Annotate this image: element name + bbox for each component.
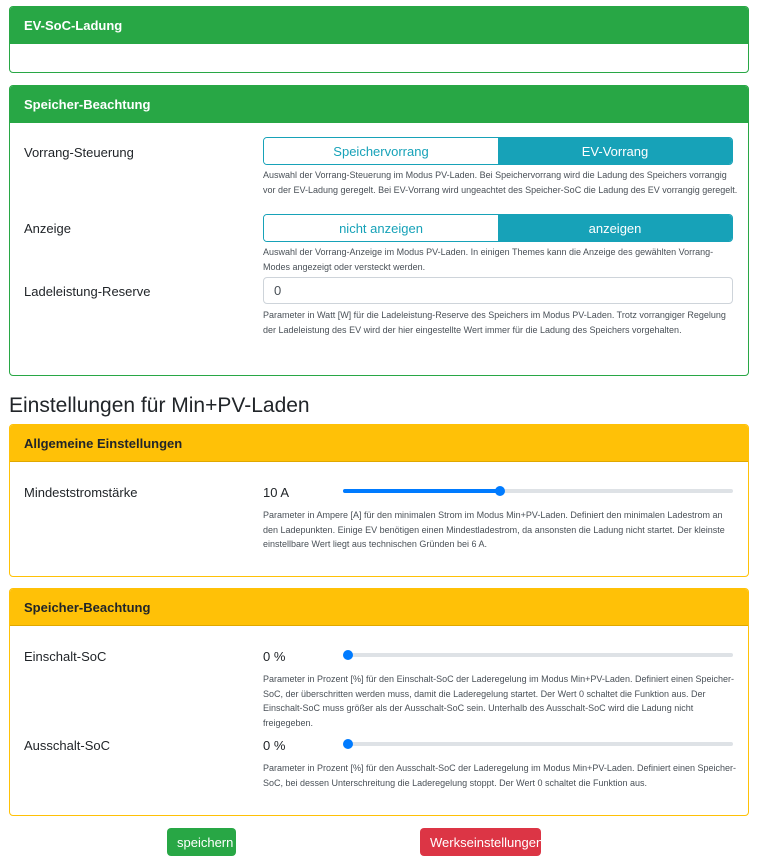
anzeige-help: Auswahl der Vorrang-Anzeige im Modus PV-Laden. In einigen Themes kann die Anzeige des gewählten Vorrang-Modes angezeigt oder versteckt werden. [263, 247, 714, 272]
option-speichervorrang[interactable]: Speichervorrang [264, 138, 498, 164]
vorrang-toggle-group [263, 137, 733, 165]
einschalt-slider-thumb[interactable] [343, 650, 353, 660]
option-ev-vorrang[interactable]: EV-Vorrang [498, 138, 732, 164]
reserve-input[interactable] [263, 277, 733, 304]
speicher-pv-card-title: Speicher-Beachtung [10, 86, 748, 123]
mindeststrom-help: Parameter in Ampere [A] für den minimalen Strom im Modus Min+PV-Laden. Definiert den minimalen Ladestrom an den Ladepunkten. Einige EV benötigen einen Mindestladestrom, da ansonsten die Ladung nicht startet. Der kleinste einstellbare Wert liegt aus technischen Gründen bei 6 A. [263, 510, 725, 549]
ausschalt-label: Ausschalt-SoC [24, 738, 110, 753]
ausschalt-value: 0 % [263, 738, 286, 753]
einschalt-label: Einschalt-SoC [24, 649, 107, 664]
mindeststrom-slider[interactable] [343, 483, 733, 499]
speicher-min-card-title: Speicher-Beachtung [10, 589, 748, 626]
mindeststrom-slider-thumb[interactable] [495, 486, 505, 496]
ausschalt-help: Parameter in Prozent [%] für den Ausschalt-SoC der Laderegelung im Modus Min+PV-Laden. Definiert einen Speicher-SoC, bei dessen Unterschreitung die Laderegelung stoppt. Der Wert 0 schaltet die Funktion aus. [263, 763, 737, 788]
anzeige-label: Anzeige [24, 221, 71, 236]
vorrang-label: Vorrang-Steuerung [24, 145, 134, 160]
einschalt-slider-track [343, 653, 733, 657]
reserve-help: Parameter in Watt [W] für die Ladeleistung-Reserve des Speichers im Modus PV-Laden. Trotz vorrangiger Regelung der Ladeleistung des EV wird der hier eingestellte Wert immer für die Ladung des Speichers vorgehalten. [263, 310, 726, 335]
allgemein-card-title: Allgemeine Einstellungen [10, 425, 748, 462]
einschalt-slider[interactable] [343, 647, 733, 663]
ausschalt-slider[interactable] [343, 736, 733, 752]
ev-soc-card [9, 6, 749, 73]
option-nicht-anzeigen[interactable]: nicht anzeigen [264, 215, 498, 241]
ausschalt-slider-thumb[interactable] [343, 739, 353, 749]
reset-defaults-button[interactable]: Werkseinstellungen [420, 828, 541, 856]
einschalt-value: 0 % [263, 649, 286, 664]
mindeststrom-slider-fill [343, 489, 499, 493]
anzeige-toggle-group [263, 214, 733, 242]
speicher-min-card [9, 588, 749, 816]
allgemein-card [9, 424, 749, 577]
mindeststrom-value: 10 A [263, 485, 290, 500]
ev-soc-card-title: EV-SoC-Ladung [10, 7, 748, 44]
min-pv-section-title: Einstellungen für Min+PV-Laden [9, 394, 310, 417]
einschalt-help: Parameter in Prozent [%] für den Einschalt-SoC der Laderegelung im Modus Min+PV-Laden. Definiert einen Speicher-SoC, der überschritten werden muss, damit die Laderegelung startet. Der Wert 0 schaltet die Funktion aus. Der Einschalt-SoC muss größer als der Ausschalt-SoC sein. Unterhalb des Ausschalt-SoC wird die Ladung nicht freigegeben. [263, 674, 735, 728]
mindeststrom-label: Mindeststromstärke [24, 485, 138, 500]
option-anzeigen[interactable]: anzeigen [498, 215, 732, 241]
save-button[interactable]: speichern [167, 828, 236, 856]
ausschalt-slider-track [343, 742, 733, 746]
speicher-pv-card [9, 85, 749, 376]
reserve-label: Ladeleistung-Reserve [24, 284, 151, 299]
vorrang-help: Auswahl der Vorrang-Steuerung im Modus PV-Laden. Bei Speichervorrang wird die Ladung des Speichers vorrangig vor der EV-Ladung geregelt. Bei EV-Vorrang wird ungeachtet des Speicher-SoC die Ladung des EV vorrangig geregelt. [263, 170, 738, 195]
